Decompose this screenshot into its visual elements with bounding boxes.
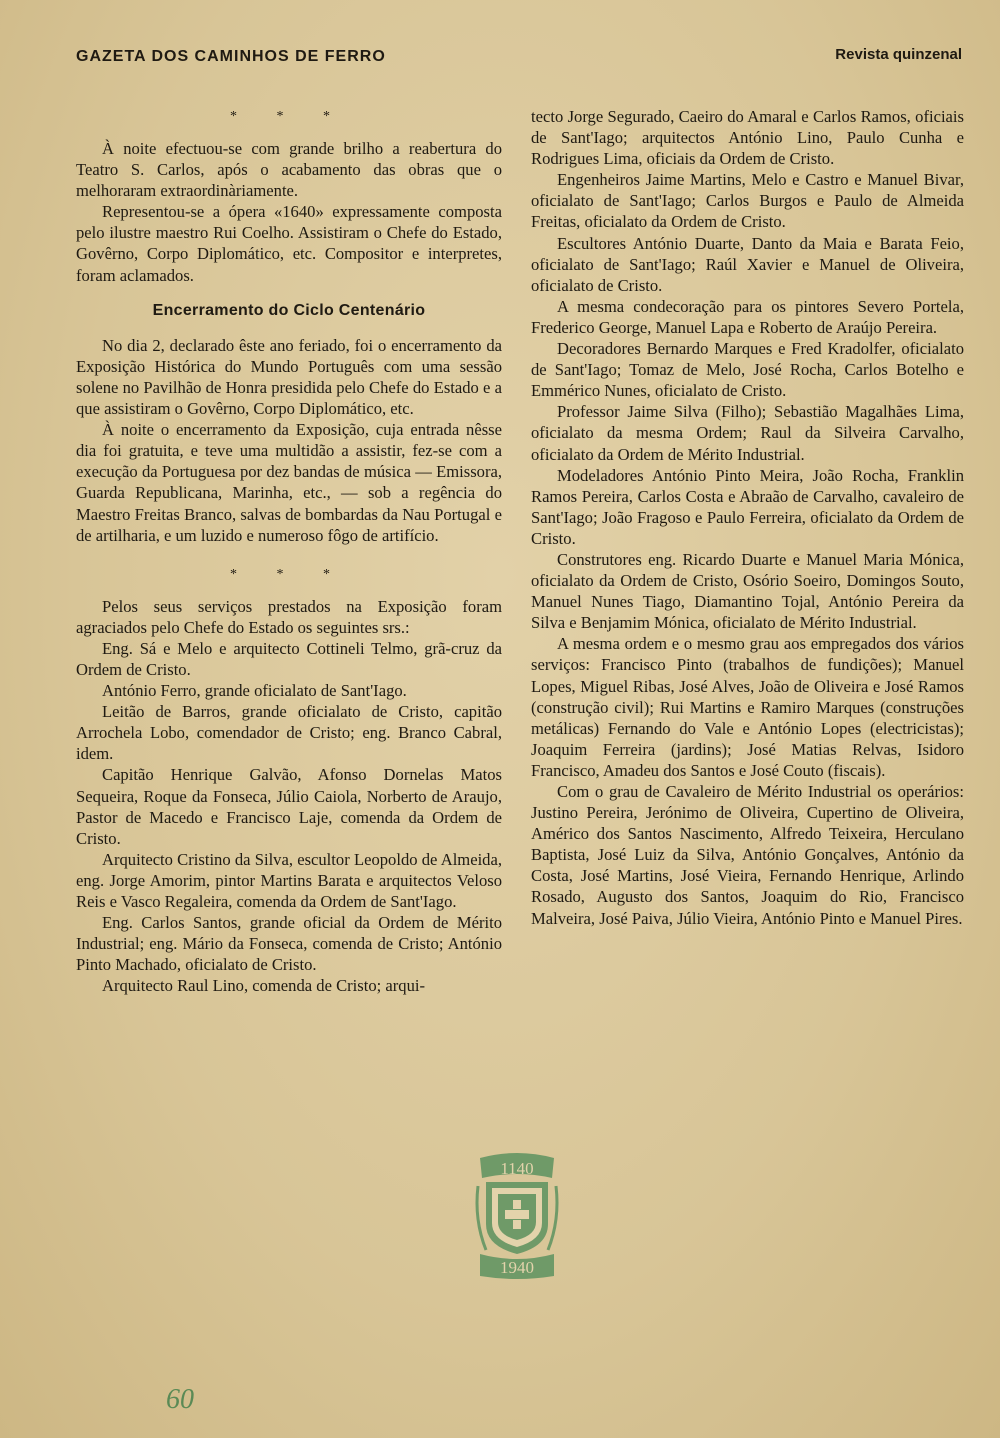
paragraph: António Ferro, grande oficialato de Sant'Iago.	[102, 681, 407, 701]
paragraph: Engenheiros Jaime Martins, Melo e Castro e Manuel Bivar, oficialato de Sant'Iago; Carlos Burgos e Paulo de Almeida Freitas, oficialato da Ordem de Cristo.	[531, 170, 964, 232]
paragraph: Capitão Henrique Galvão, Afonso Dornelas Matos Sequeira, Roque da Fonseca, Júlio Caiola, Norberto de Araujo, Pastor de Macedo e Francisco Laje, comenda da Ordem de Cristo.	[76, 765, 502, 848]
paragraph: Pelos seus serviços prestados na Exposição foram agraciados pelo Chefe do Estado os seguintes srs.:	[76, 596, 502, 637]
section-separator: * * *	[230, 109, 348, 124]
centenary-emblem	[472, 1150, 562, 1280]
paragraph: Modeladores António Pinto Meira, João Rocha, Franklin Ramos Pereira, Carlos Costa e Abraão de Carvalho, cavaleiro de Sant'Iago; João Fragoso e Paulo Ferreira, oficialato da Ordem de Cristo.	[531, 465, 964, 548]
section-separator: * * *	[230, 566, 348, 582]
paragraph: Decoradores Bernardo Marques e Fred Kradolfer, oficialato de Sant'Iago; Tomaz de Melo, José Rocha, Carlos Botelho e Emmérico Nunes, oficialato de Cristo.	[531, 339, 964, 401]
left-column	[76, 104, 502, 996]
paragraph: Com o grau de Cavaleiro de Mérito Industrial os operários: Justino Pereira, Jerónimo de Oliveira, Cupertino de Oliveira, Américo dos Santos Nascimento, Alfredo Teixeira, Herculano Baptista, José Luiz da Silva, António Gonçalves, António da Costa, José Martins, José Vieira, Fernando Henrique, Arlindo Rosado, Augusto dos Santos, Joaquim do Rio, Francisco Malveira, José Paiva, Júlio Vieira, António Pinto e Manuel Pires.	[531, 782, 964, 928]
paragraph: Arquitecto Cristino da Silva, escultor Leopoldo de Almeida, eng. Jorge Amorim, pintor Martins Barata e arquitectos Veloso Reis e Vasco Regaleira, comenda da Ordem de Sant'Iago.	[76, 849, 502, 911]
journal-subtitle: Revista quinzenal	[835, 46, 962, 63]
paragraph: Leitão de Barros, grande oficialato de Cristo, capitão Arrochela Lobo, comendador de Cristo; eng. Branco Cabral, idem.	[76, 702, 502, 764]
paragraph: Representou-se a ópera «1640» expressamente composta pelo ilustre maestro Rui Coelho. Assistiram o Chefe do Estado, Govêrno, Corpo Diplomático, etc. Compositor e interpretes, foram aclamados.	[76, 202, 502, 285]
paragraph: Arquitecto Raul Lino, comenda de Cristo; arqui-	[102, 976, 426, 996]
paragraph: No dia 2, declarado êste ano feriado, foi o encerramento da Exposição Histórica do Mundo Português com uma sessão solene no Pavilhão de Honra presidida pelo Chefe do Estado e a que assistiram o Govêrno, Corpo Diplomático, etc.	[76, 335, 502, 419]
emblem-year-bottom: 1940	[500, 1258, 534, 1277]
paragraph: tecto Jorge Segurado, Caeiro do Amaral e Carlos Ramos, oficiais de Sant'Iago; arquitectos António Lino, Paulo Cunha e Rodrigues Lima, oficiais da Ordem de Cristo.	[531, 107, 964, 169]
paragraph: Eng. Sá e Melo e arquitecto Cottineli Telmo, grã-cruz da Ordem de Cristo.	[76, 638, 502, 679]
section-heading: Encerramento do Ciclo Centenário	[152, 301, 426, 319]
paragraph: Professor Jaime Silva (Filho); Sebastião Magalhães Lima, oficialato da mesma Ordem; Raul da Silveira Carvalho, oficialato da Ordem de Mérito Industrial.	[531, 402, 964, 464]
paragraph: Eng. Carlos Santos, grande oficial da Ordem de Mérito Industrial; eng. Mário da Fonseca, comenda de Cristo; António Pinto Machado, oficialato de Cristo.	[76, 913, 502, 975]
page-header	[76, 46, 962, 72]
page-number: 60	[166, 1384, 194, 1415]
emblem-year-top: 1140	[500, 1159, 534, 1178]
paragraph: A mesma ordem e o mesmo grau aos empregados dos vários serviços: Francisco Pinto (trabalhos de fundições); Manuel Lopes, Miguel Ribas, José Alves, João de Oliveira e José Ramos (construção civil); Rui Martins e Ramiro Marques (construções metálicas) Fernando do Vale e António Lopes (electricistas); Joaquim Ferreira (jardins); José Matias Relvas, Isidoro Francisco, Amadeu dos Santos e José Couto (fiscais).	[531, 634, 964, 780]
paragraph: À noite efectuou-se com grande brilho a reabertura do Teatro S. Carlos, após o acabamento das obras que o melhoraram extraordinàriamente.	[76, 139, 502, 201]
right-column	[531, 106, 964, 929]
journal-title: GAZETA DOS CAMINHOS DE FERRO	[76, 48, 386, 65]
paragraph: A mesma condecoração para os pintores Severo Portela, Frederico George, Manuel Lapa e Roberto de Araújo Pereira.	[531, 296, 964, 337]
paragraph: À noite o encerramento da Exposição, cuja entrada nêsse dia foi gratuita, e teve uma multidão a assistir, fez-se com a execução da Portuguesa por dez bandas de música — Emissora, Guarda Republicana, Marinha, etc., — sob a regência do Maestro Freitas Branco, salvas de bombardas da Nau Portugal e de artilharia, e um luzido e numeroso fôgo de artifício.	[76, 420, 502, 545]
paragraph: Construtores eng. Ricardo Duarte e Manuel Maria Mónica, oficialato da Ordem de Cristo, Osório Soeiro, Domingos Souto, Manuel Nunes Tiago, Diamantino Tojal, António Pereira da Silva e Benjamim Mónica, oficialato de Mérito Industrial.	[531, 549, 964, 633]
paragraph: Escultores António Duarte, Danto da Maia e Barata Feio, oficialato de Sant'Iago; Raúl Xavier e Manuel de Oliveira, oficialato de Cristo.	[531, 233, 964, 295]
